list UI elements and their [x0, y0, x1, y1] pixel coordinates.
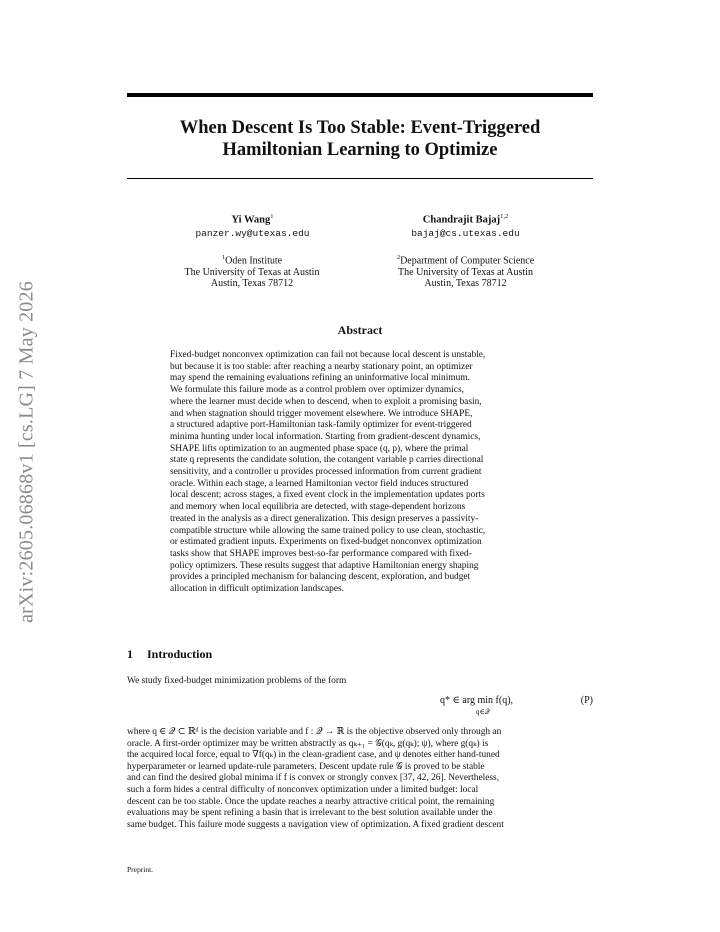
abstract-line: treated in the analysis as a direct generalization. This design preserves a passivity- — [170, 513, 479, 524]
paragraph-line: descent can be too stable. Once the update reaches a nearby attractive critical point, the remaining — [127, 796, 495, 807]
equation-body: q* ∈ arg min f(q), — [440, 695, 514, 706]
author-name: Chandrajit Bajaj$^{1,2}$ — [422, 213, 509, 226]
paper-title-line: When Descent Is Too Stable: Event-Triggered — [179, 118, 541, 138]
affiliation: $^1$Oden Institute The University of Texas at Austin Austin, Texas 78712 — [184, 254, 320, 290]
author-block — [383, 210, 548, 240]
author-email[interactable]: panzer.wy@utexas.edu — [195, 227, 310, 239]
paragraph-line: where q ∈ 𝒬 ⊂ ℝᵈ is the decision variable and f : 𝒬 → ℝ is the objective observed only through an — [127, 727, 502, 737]
abstract-line: and memory when local equilibria are detected, with stage-dependent horizons — [170, 502, 466, 513]
title-rule-bottom — [127, 178, 593, 179]
abstract-line: provides a principled mechanism for balancing descent, exploration, and budget — [170, 572, 471, 583]
title-rule-top — [127, 93, 593, 97]
arxiv-identifier-text: arXiv:2605.06868v1 [cs.LG] 7 May 2026 — [15, 281, 38, 623]
footer-note: Preprint. — [127, 865, 154, 874]
abstract-line: sensitivity, and a controller u provides processed information from current gradient — [170, 467, 482, 478]
abstract-line: may spend the remaining evaluations refining an uninformative local minimum. — [170, 373, 470, 384]
abstract-line: oracle. Within each stage, a learned Hamiltonian vector field induces structured — [170, 478, 469, 489]
equation-subscript: q∈𝒬 — [476, 708, 490, 716]
intro-sentence: We study fixed-budget minimization problems of the form — [127, 676, 347, 686]
abstract-line: and when stagnation should trigger movement elsewhere. We introduce SHAPE, — [170, 408, 473, 419]
arxiv-identifier — [15, 262, 39, 642]
abstract-line: We formulate this failure mode as a control problem over optimizer dynamics, — [170, 385, 464, 396]
abstract-line: a structured adaptive port-Hamiltonian task-family optimizer for event-triggered — [170, 420, 472, 431]
paragraph-line: same budget. This failure mode suggests a navigation view of optimization. A fixed gradient descent — [127, 819, 504, 830]
paragraph-line: the acquired local force, equal to ∇f(qₖ) in the clean-gradient case, and ψ denotes either hand-tuned — [127, 750, 500, 761]
intro-paragraph — [127, 727, 593, 831]
paper-title-line: Hamiltonian Learning to Optimize — [222, 140, 498, 160]
equation-tag: (P) — [580, 695, 593, 706]
abstract-line: Fixed-budget nonconvex optimization can fail not because local descent is unstable, — [170, 350, 486, 360]
abstract-line: state q represents the candidate solution, the cotangent variable p carries directional — [170, 455, 484, 466]
abstract-line: tasks show that SHAPE improves best-so-far performance compared with fixed- — [170, 548, 472, 559]
paragraph-line: hyperparameter or learned update-rule parameters. Descent update rule 𝒢 is proved to be stable — [127, 761, 485, 772]
paragraph-line: and can find the desired global minima if f is convex or strongly convex [37, 42, 26]. Nevertheless, — [127, 773, 500, 784]
paragraph-line: such a form hides a central difficulty of nonconvex optimization under a limited budget: local — [127, 784, 479, 795]
abstract-body — [170, 350, 552, 596]
abstract-line: compatible structure while allowing the same trained policy to use clean, stochastic, — [170, 525, 486, 536]
abstract-line: SHAPE lifts optimization to an augmented phase space (q, p), where the primal — [170, 443, 469, 454]
paragraph-line: evaluations may be spent refining a basin that is irrelevant to the best solution available under the — [127, 808, 493, 819]
affiliation: $^2$Department of Computer Science The University of Texas at Austin Austin, Texas 78712 — [396, 254, 535, 290]
paragraph-line: oracle. A first-order optimizer may be written abstractly as qₖ₊₁ = 𝒢(qₖ, g(qₖ); ψ), where g(qₖ) is — [127, 738, 489, 749]
section-title: Introduction — [147, 647, 213, 661]
abstract-line: or estimated gradient inputs. Experiments on fixed-budget nonconvex optimization — [170, 537, 482, 548]
author-name: Yi Wang$^1$ — [231, 213, 274, 226]
abstract-line: where the learner must decide when to descend, when to exploit a promising basin, — [170, 396, 482, 407]
abstract-heading: Abstract — [337, 323, 383, 337]
section-number: 1 — [127, 647, 133, 661]
abstract-line: minima hunting under local information. Starting from gradient-descent dynamics, — [170, 431, 481, 442]
abstract-line: allocation in difficult optimization landscapes. — [170, 584, 345, 595]
abstract-line: local descent; across stages, a fixed event clock in the implementation updates ports — [170, 490, 485, 501]
abstract-line: policy optimizers. These results suggest that adaptive Hamiltonian energy shaping — [170, 560, 479, 571]
abstract-line: but because it is too stable: after reaching a nearby stationary point, an optimizer — [170, 361, 473, 372]
equation-P — [127, 695, 593, 721]
paper-title — [127, 117, 593, 161]
author-block — [170, 210, 335, 240]
author-email[interactable]: bajaj@cs.utexas.edu — [411, 227, 520, 239]
section-heading — [127, 647, 212, 662]
